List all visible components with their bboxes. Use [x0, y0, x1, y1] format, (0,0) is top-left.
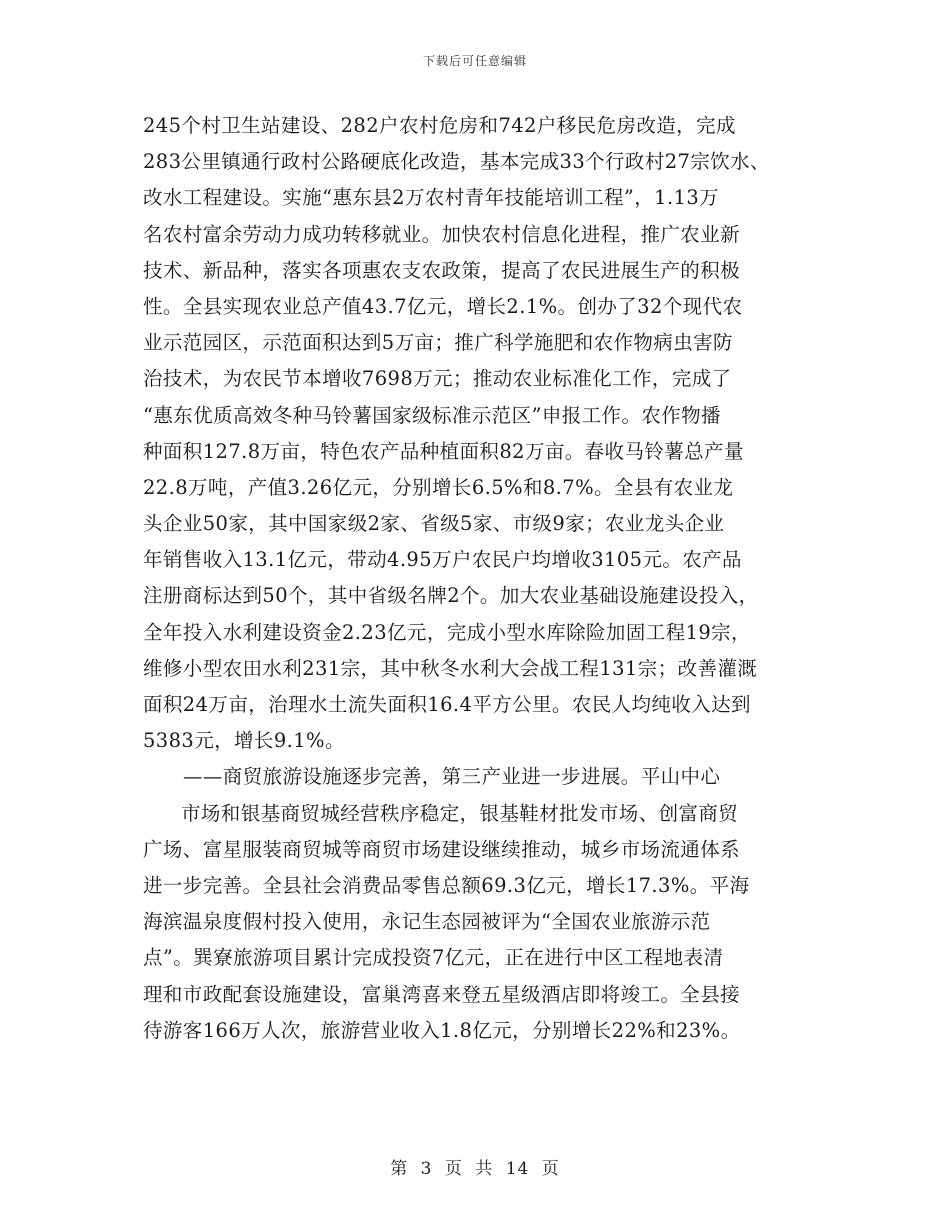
text-line: 面积24万亩，治理水土流失面积16.4平方公里。农民人均纯收入达到	[143, 693, 751, 716]
text-line: 广场、富星服装商贸城等商贸市场建设继续推动，城乡市场流通体系	[143, 837, 741, 861]
text-line: 业示范园区，示范面积达到5万亩；推广科学施肥和农作物病虫害防	[143, 331, 733, 355]
text-line: 待游客166万人次，旅游营业收入1.8亿元，分别增长22%和23%。	[143, 1018, 741, 1042]
text-line: 283公里镇通行政村公路硬底化改造，基本完成33个行政村27宗饮水、	[143, 150, 770, 174]
text-line: 市场和银基商贸城经营秩序稳定，银基鞋材批发市场、创富商贸	[181, 801, 739, 825]
text-line: 性。全县实现农业总产值43.7亿元，增长2.1%。创办了32个现代农	[143, 294, 743, 318]
text-line: 治技术，为农民节本增收7698万元；推动农业标准化工作，完成了	[143, 367, 732, 391]
text-line: 维修小型农田水利231宗，其中秋冬水利大会战工程131宗；改善灌溉	[143, 656, 758, 680]
text-line: 245个村卫生站建设、282户农村危房和742户移民危房改造，完成	[143, 114, 736, 137]
text-line: 点”。巽寮旅游项目累计完成投资7亿元，正在进行中区工程地表清	[143, 946, 724, 970]
text-line: 改水工程建设。实施“惠东县2万农村青年技能培训工程”，1.13万	[143, 186, 720, 210]
text-line: 5383元，增长9.1%。	[143, 729, 345, 753]
text-line: “惠东优质高效冬种马铃薯国家级标准示范区”申报工作。农作物播	[143, 403, 721, 427]
text-line: 全年投入水利建设资金2.23亿元，完成小型水库除险加固工程19宗，	[143, 620, 751, 644]
text-line: 注册商标达到50个，其中省级名牌2个。加大农业基础设施建设投入，	[143, 584, 759, 608]
document-body	[143, 108, 815, 1049]
text-line: 年销售收入13.1亿元，带动4.95万户农民户均增收3105元。农产品	[143, 548, 742, 572]
text-line: 种面积127.8万亩，特色农产品种植面积82万亩。春收马铃薯总产量	[143, 439, 744, 463]
section-heading-line: ——商贸旅游设施逐步完善，第三产业进一步进展。平山中心	[183, 765, 721, 789]
text-line: 海滨温泉度假村投入使用，永记生态园被评为“全国农业旅游示范	[143, 910, 711, 934]
text-line: 22.8万吨，产值3.26亿元，分别增长6.5%和8.7%。全县有农业龙	[143, 475, 734, 499]
text-line: 进一步完善。全县社会消费品零售总额69.3亿元，增长17.3%。平海	[143, 873, 750, 897]
page-number-footer: 第 3 页 共 14 页	[390, 1159, 560, 1179]
text-line: 理和市政配套设施建设，富巢湾喜来登五星级酒店即将竣工。全县接	[143, 982, 741, 1006]
page-header-note: 下载后可任意编辑	[422, 54, 527, 68]
text-line: 头企业50家，其中国家级2家、省级5家、市级9家；农业龙头企业	[143, 512, 725, 536]
text-line: 名农村富余劳动力成功转移就业。加快农村信息化进程，推广农业新	[143, 222, 741, 246]
text-line: 技术、新品种，落实各项惠农支农政策，提高了农民进展生产的积极	[143, 258, 741, 282]
